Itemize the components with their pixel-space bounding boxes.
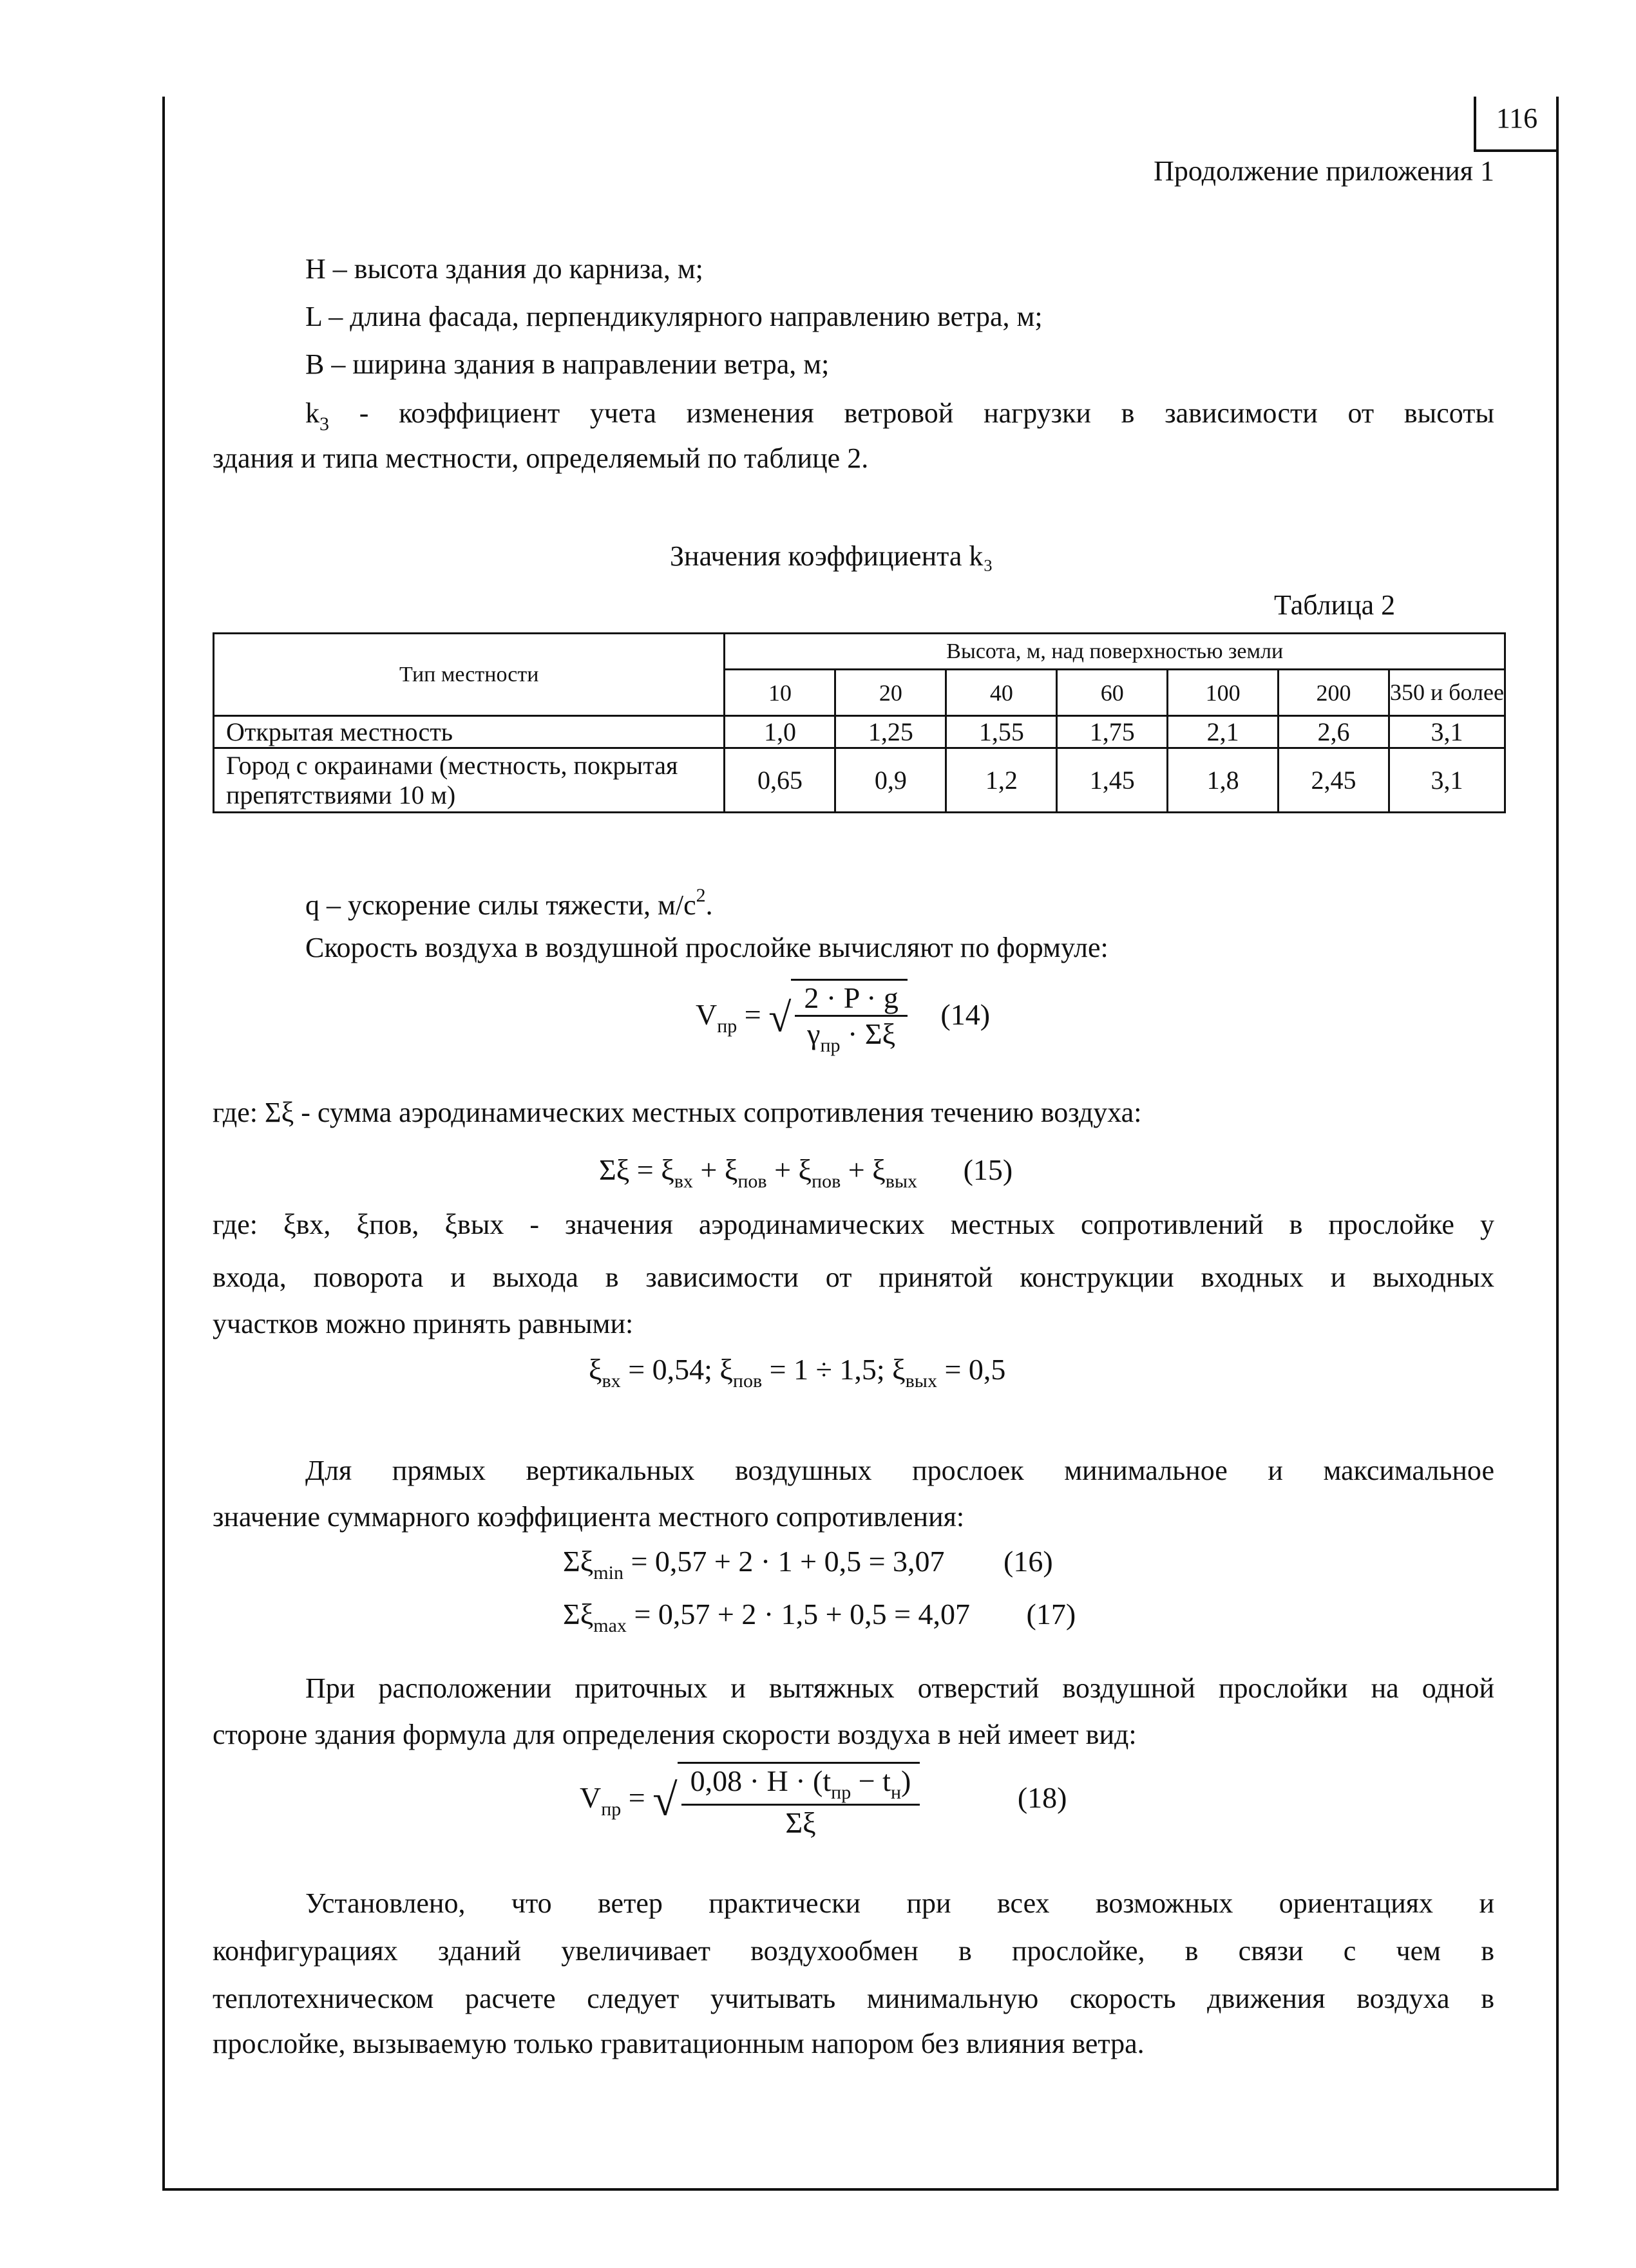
one-side-line2: стороне здания формула для определения скорости воздуха в ней имеет вид:: [213, 1719, 1137, 1750]
table-col-header: 100: [1168, 670, 1279, 716]
page-number: 116: [1496, 102, 1538, 134]
vertical-layers-line1: Для прямых вертикальных воздушных прослоек минимальное и максимальное: [305, 1455, 1494, 1486]
k3-table: [213, 632, 1506, 813]
page-frame-bottom: [162, 2188, 1559, 2191]
xi-values: $\xi_{вх} = 0,54$; $\xi_{пов} = 1 \div 1,5$; $\xi_{вых} = 0,5$: [589, 1353, 1006, 1392]
formula-18: $V_{пр}$ = √ $\frac{0,08 \cdot H \cdot (t_{пр} - t_н)}{\Sigma\xi}$ (18): [580, 1762, 1067, 1840]
speed-intro: Скорость воздуха в воздушной прослойке вычисляют по формуле:: [305, 932, 1108, 963]
formula-14: $V_{пр}$ = √ $\frac{2 \cdot P \cdot g}{\gamma_{пр} \cdot \Sigma\xi}$ (14): [696, 979, 990, 1057]
table-col-header: 40: [946, 670, 1057, 716]
formula-16: $\Sigma\xi_{min} = 0,57 + 2 \cdot 1 + 0,5 = 3,07$ (16): [563, 1545, 1053, 1583]
table-label: Таблица 2: [1274, 589, 1396, 621]
table-row-name: Открытая местность: [214, 716, 725, 748]
table-cell: 2,1: [1168, 716, 1279, 748]
table-cell: 1,45: [1057, 748, 1168, 813]
table-cell: 1,2: [946, 748, 1057, 813]
table-cell: 2,6: [1279, 716, 1389, 748]
table-cell: 0,9: [835, 748, 946, 813]
definition-L: L – длина фасада, перпендикулярного направлению ветра, м;: [305, 301, 1043, 332]
definition-k3-line2: здания и типа местности, определяемый по таблице 2.: [213, 442, 869, 474]
table-row: [214, 748, 1505, 813]
table-col-group-header: Высота, м, над поверхностью земли: [725, 634, 1505, 670]
formula-15: $\Sigma\xi = \xi_{вх} + \xi_{пов} + \xi_{пов} + \xi_{вых}$ (15): [599, 1153, 1013, 1192]
table-cell: 1,75: [1057, 716, 1168, 748]
page-frame-left: [162, 97, 165, 2191]
definition-H: H – высота здания до карниза, м;: [305, 253, 703, 285]
table-cell: 1,0: [725, 716, 835, 748]
one-side-line1: При расположении приточных и вытяжных отверстий воздушной прослойки на одной: [305, 1672, 1494, 1704]
conclusion-line1: Установлено, что ветер практически при всех возможных ориентациях и: [305, 1887, 1494, 1919]
table-row-header: Тип местности: [214, 634, 725, 716]
table-col-header: 200: [1279, 670, 1389, 716]
table-col-header: 350 и более: [1389, 670, 1505, 716]
table-row: [214, 716, 1505, 748]
xi-definition-line3: участков можно принять равными:: [213, 1308, 634, 1339]
conclusion-line3: теплотехническом расчете следует учитывать минимальную скорость движения воздуха в: [213, 1983, 1494, 2014]
table-col-header: 20: [835, 670, 946, 716]
table-row-name: Город с окраинами (местность, покрытая препятствиями 10 м): [214, 748, 725, 813]
gravity-definition: q – ускорение силы тяжести, $м/с^2$.: [305, 885, 713, 921]
appendix-continuation: Продолжение приложения 1: [1154, 155, 1494, 187]
vertical-layers-line2: значение суммарного коэффициента местного сопротивления:: [213, 1501, 965, 1533]
table-cell: 3,1: [1389, 748, 1505, 813]
xi-definition-line2: входа, поворота и выхода в зависимости от принятой конструкции входных и выходных: [213, 1262, 1494, 1293]
definition-k3-line1: $k_3$ - коэффициент учета изменения ветровой нагрузки в зависимости от высоты: [305, 397, 1494, 435]
table-cell: 1,25: [835, 716, 946, 748]
table-col-header: 60: [1057, 670, 1168, 716]
table-title: Значения коэффициента k₃: [670, 540, 993, 572]
table-cell: 3,1: [1389, 716, 1505, 748]
table-cell: 0,65: [725, 748, 835, 813]
conclusion-line4: прослойке, вызываемую только гравитационным напором без влияния ветра.: [213, 2028, 1145, 2059]
table-cell: 1,55: [946, 716, 1057, 748]
table-cell: 2,45: [1279, 748, 1389, 813]
sum-definition: где: Σξ - сумма аэродинамических местных сопротивления течению воздуха:: [213, 1097, 1142, 1128]
formula-17: $\Sigma\xi_{max} = 0,57 + 2 \cdot 1,5 + 0,5 = 4,07$ (17): [563, 1598, 1076, 1636]
conclusion-line2: конфигурациях зданий увеличивает воздухообмен в прослойке, в связи с чем в: [213, 1935, 1494, 1967]
table-cell: 1,8: [1168, 748, 1279, 813]
xi-definition-line1: где: ξвх, ξпов, ξвых - значения аэродинамических местных сопротивлений в прослойке у: [213, 1209, 1494, 1240]
table-col-header: 10: [725, 670, 835, 716]
definition-B: B – ширина здания в направлении ветра, м;: [305, 348, 830, 380]
page-frame-right: [1556, 97, 1559, 2191]
